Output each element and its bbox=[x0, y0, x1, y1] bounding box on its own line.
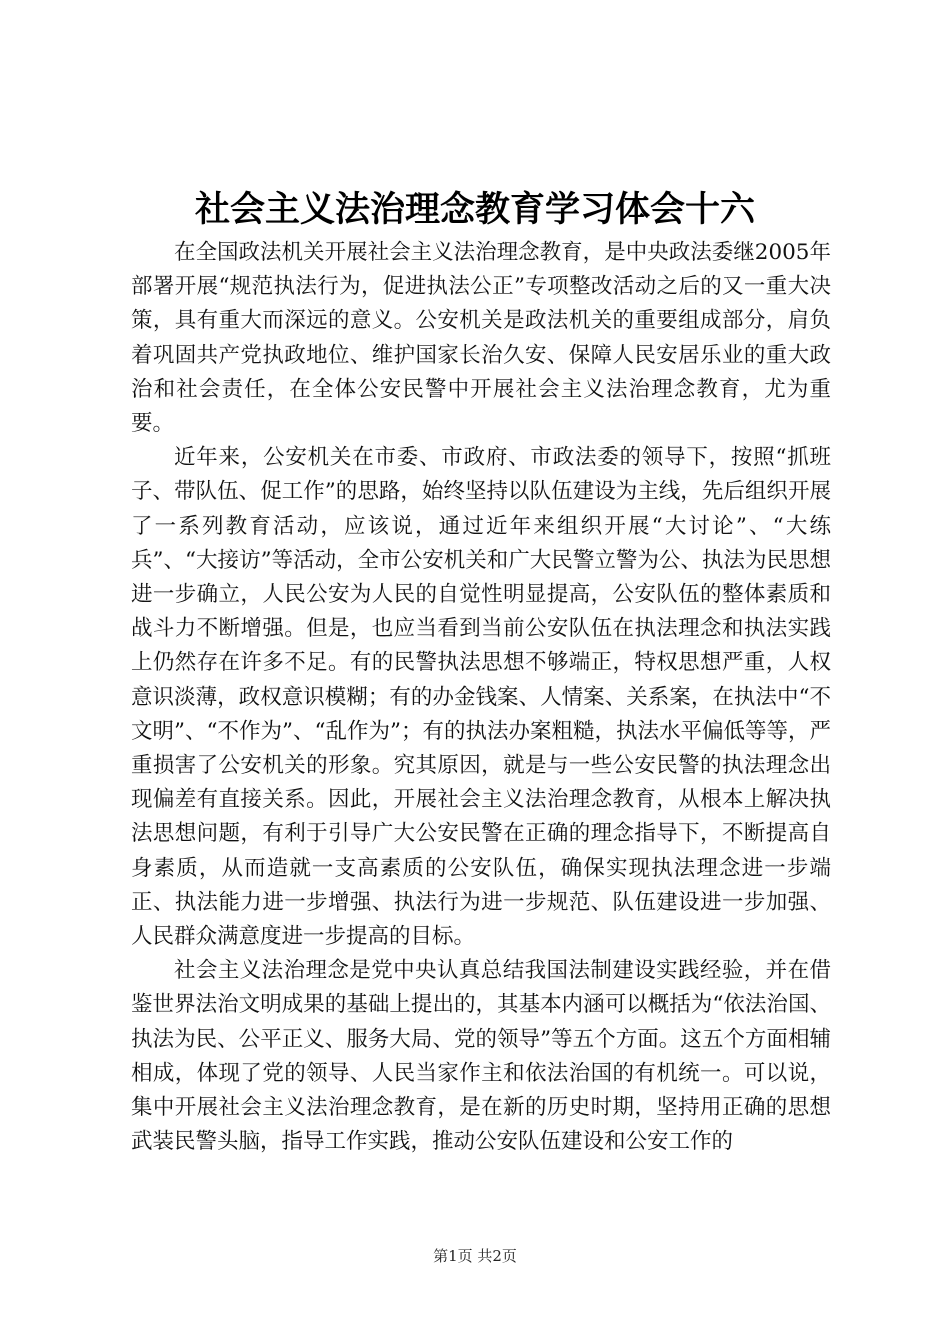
paragraph-2: 近年来，公安机关在市委、市政府、市政法委的领导下，按照“抓班子、带队伍、促工作”的思路，始终坚持以队伍建设为主线，先后组织开展了一系列教育活动，应该说，通过近年来组织开展“大讨论”、“大练兵”、“大接访”等活动，全市公安机关和广大民警立警为公、执法为民思想进一步确立，人民公安为人民的自觉性明显提高，公安队伍的整体素质和战斗力不断增强。但是，也应当看到当前公安队伍在执法理念和执法实践上仍然存在许多不足。有的民警执法思想不够端正，特权思想严重，人权意识淡薄，政权意识模糊；有的办金钱案、人情案、关系案，在执法中“不文明”、“不作为”、“乱作为”；有的执法办案粗糙，执法水平偏低等等，严重损害了公安机关的形象。究其原因，就是与一些公安民警的执法理念出现偏差有直接关系。因此，开展社会主义法治理念教育，从根本上解决执法思想问题，有利于引导广大公安民警在正确的理念指导下，不断提高自身素质，从而造就一支高素质的公安队伍，确保实现执法理念进一步端正、执法能力进一步增强、执法行为进一步规范、队伍建设进一步加强、人民群众满意度进一步提高的目标。 bbox=[131, 445, 831, 950]
paragraph-1: 在全国政法机关开展社会主义法治理念教育，是中央政法委继2005年部署开展“规范执法行为，促进执法公正”专项整改活动之后的又一重大决策，具有重大而深远的意义。公安机关是政法机关的重要组成部分，肩负着巩固共产党执政地位、维护国家长治久安、保障人民安居乐业的重大政治和社会责任，在全体公安民警中开展社会主义法治理念教育，尤为重要。 bbox=[131, 240, 831, 437]
page-number-footer: 第1页 共2页 bbox=[433, 1247, 517, 1265]
document-title: 社会主义法治理念教育学习体会十六 bbox=[194, 189, 755, 230]
document-body bbox=[131, 236, 831, 1159]
paragraph-3: 社会主义法治理念是党中央认真总结我国法制建设实践经验，并在借鉴世界法治文明成果的基础上提出的，其基本内涵可以概括为“依法治国、执法为民、公平正义、服务大局、党的领导”等五个方面。这五个方面相辅相成，体现了党的领导、人民当家作主和依法治国的有机统一。可以说，集中开展社会主义法治理念教育，是在新的历史时期，坚持用正确的思想武装民警头脑，指导工作实践，推动公安队伍建设和公安工作的 bbox=[131, 958, 831, 1155]
